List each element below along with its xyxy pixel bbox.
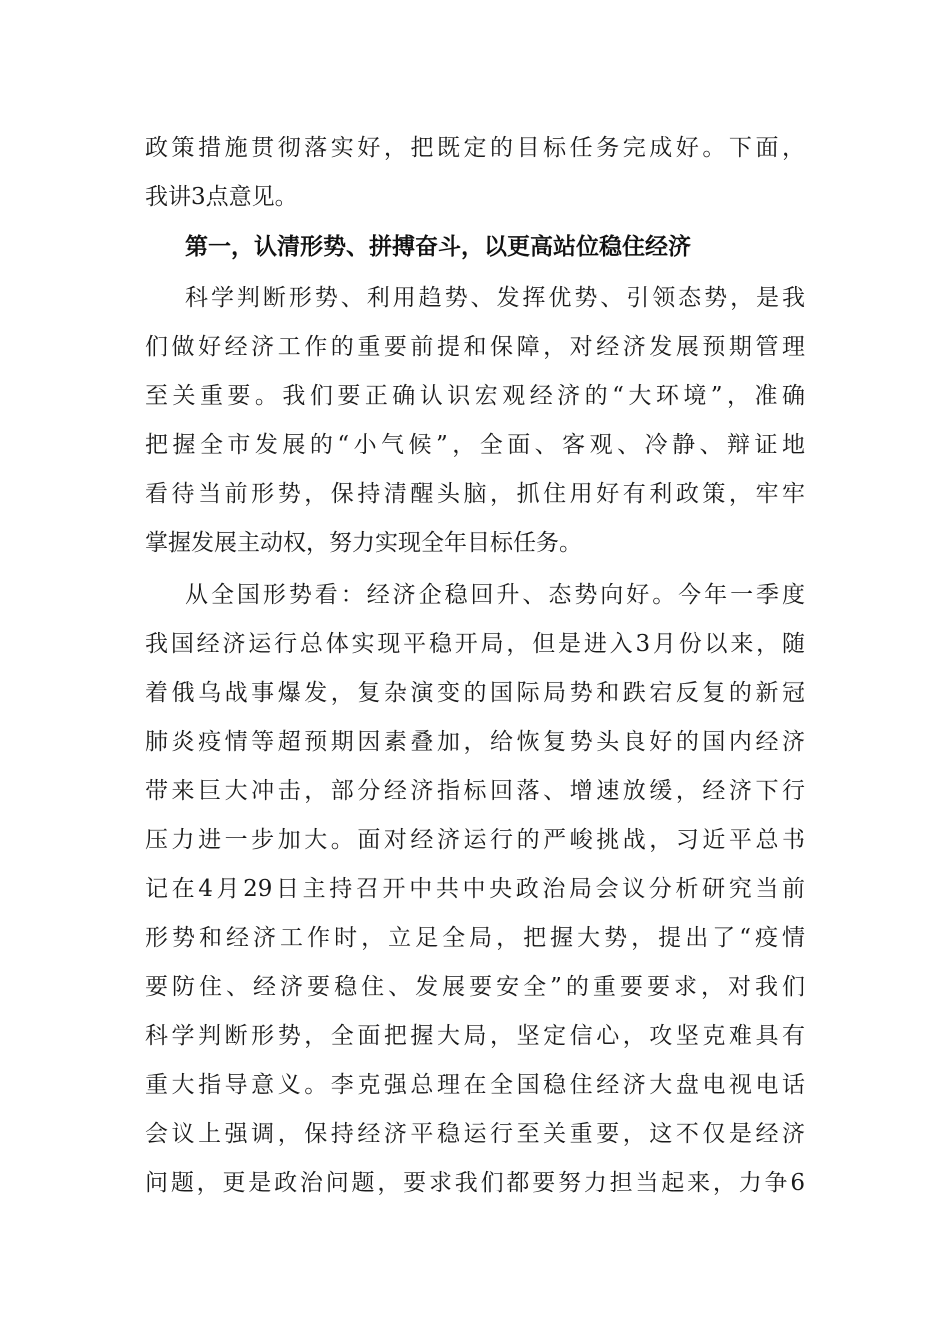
text-line: 看待当前形势，保持清醒头脑，抓住用好有利政策，牢牢 bbox=[145, 481, 805, 507]
text-line: 至关重要。我们要正确认识宏观经济的“大环境”，准确 bbox=[145, 383, 805, 409]
text-line: 问题，更是政治问题，要求我们都要努力担当起来，力争6 bbox=[145, 1170, 805, 1196]
text-line: 压力进一步加大。面对经济运行的严峻挑战，习近平总书 bbox=[145, 827, 805, 853]
text-line: 形势和经济工作时，立足全局，把握大势，提出了“疫情 bbox=[145, 925, 805, 951]
text-line: 们做好经济工作的重要前提和保障，对经济发展预期管理 bbox=[145, 334, 805, 360]
text-line: 政策措施贯彻落实好，把既定的目标任务完成好。下面， bbox=[145, 135, 805, 161]
paragraph-situation bbox=[145, 274, 805, 568]
text-line: 科学判断形势、利用趋势、发挥优势、引领态势，是我 bbox=[185, 285, 805, 311]
text-line: 记在4月29日主持召开中共中央政治局会议分析研究当前 bbox=[145, 876, 805, 902]
text-line: 要防住、经济要稳住、发展要安全”的重要要求，对我们 bbox=[145, 974, 805, 1000]
section-heading bbox=[145, 223, 805, 272]
heading-line: 第一，认清形势、拼搏奋斗，以更高站位稳住经济 bbox=[185, 234, 691, 260]
text-line: 我讲3点意见。 bbox=[145, 184, 298, 210]
text-line: 从全国形势看：经济企稳回升、态势向好。今年一季度 bbox=[185, 582, 805, 608]
text-line: 把握全市发展的“小气候”，全面、客观、冷静、辩证地 bbox=[145, 432, 805, 458]
text-line: 会议上强调，保持经济平稳运行至关重要，这不仅是经济 bbox=[145, 1121, 805, 1147]
text-line: 科学判断形势，全面把握大局，坚定信心，攻坚克难具有 bbox=[145, 1023, 805, 1049]
text-line: 着俄乌战事爆发，复杂演变的国际局势和跌宕反复的新冠 bbox=[145, 680, 805, 706]
text-line: 我国经济运行总体实现平稳开局，但是进入3月份以来，随 bbox=[145, 631, 805, 657]
text-line: 肺炎疫情等超预期因素叠加，给恢复势头良好的国内经济 bbox=[145, 729, 805, 755]
text-line: 重大指导意义。李克强总理在全国稳住经济大盘电视电话 bbox=[145, 1072, 805, 1098]
paragraph-national bbox=[145, 571, 805, 1208]
text-line: 带来巨大冲击，部分经济指标回落、增速放缓，经济下行 bbox=[145, 778, 805, 804]
paragraph-intro-continuation bbox=[145, 124, 805, 222]
text-line: 掌握发展主动权，努力实现全年目标任务。 bbox=[145, 530, 582, 556]
